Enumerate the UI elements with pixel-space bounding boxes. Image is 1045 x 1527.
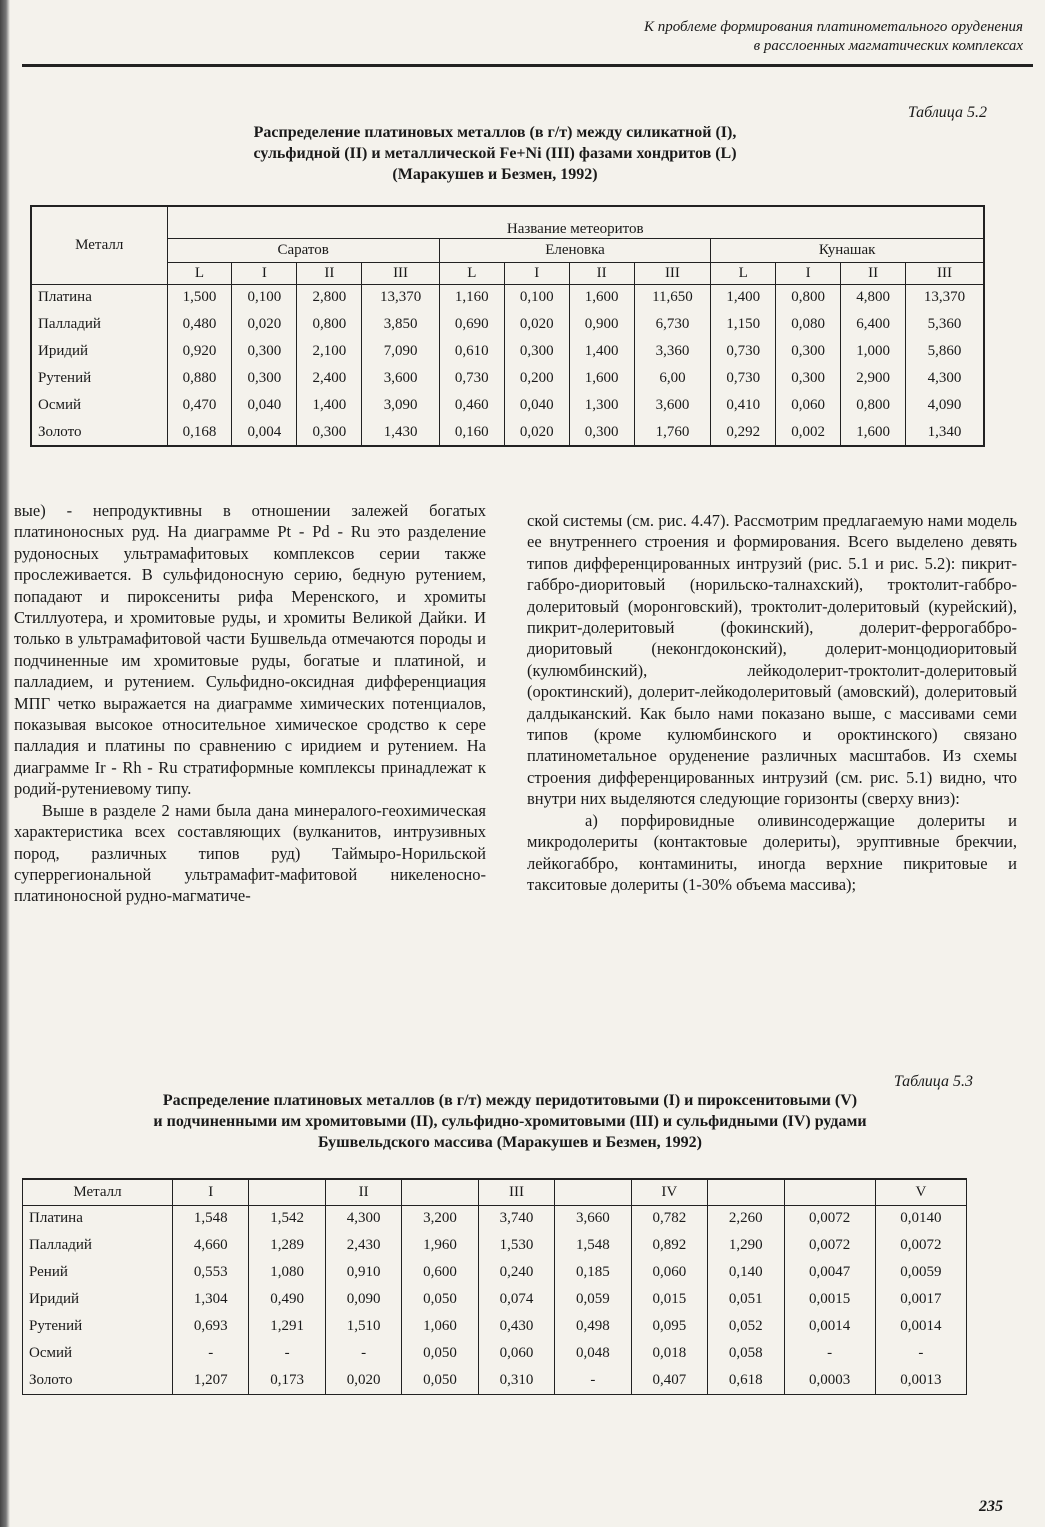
table2-column-header bbox=[708, 1179, 784, 1205]
table2-value-cell: - bbox=[173, 1340, 249, 1367]
table1-phase-header: III bbox=[634, 262, 711, 284]
table1-phase-header: II bbox=[841, 262, 906, 284]
table1-value-cell: 6,400 bbox=[841, 311, 906, 338]
table2-value-cell: 0,0015 bbox=[784, 1286, 875, 1313]
table2-column-header: V bbox=[875, 1179, 966, 1205]
table2-value-cell: 1,060 bbox=[402, 1313, 478, 1340]
table2-column-header: II bbox=[325, 1179, 401, 1205]
table2-value-cell: 0,782 bbox=[631, 1205, 707, 1232]
table1-value-cell: 0,610 bbox=[439, 338, 504, 365]
table2-value-cell: 1,289 bbox=[249, 1232, 325, 1259]
table2-value-cell: 0,018 bbox=[631, 1340, 707, 1367]
table1-value-cell: 1,300 bbox=[569, 392, 634, 419]
table-row bbox=[23, 1259, 967, 1286]
table2-value-cell: 1,510 bbox=[325, 1313, 401, 1340]
table2-value-cell: 0,050 bbox=[402, 1340, 478, 1367]
table2-column-header bbox=[784, 1179, 875, 1205]
table2-value-cell: - bbox=[875, 1340, 966, 1367]
table1-value-cell: 2,900 bbox=[841, 365, 906, 392]
table1-phase-header: L bbox=[711, 262, 776, 284]
table1-value-cell: 0,880 bbox=[167, 365, 232, 392]
table2-value-cell: 4,300 bbox=[325, 1205, 401, 1232]
table1-value-cell: 5,360 bbox=[906, 311, 984, 338]
table2-value-cell: 0,892 bbox=[631, 1232, 707, 1259]
table1-phase-header: L bbox=[439, 262, 504, 284]
table-row bbox=[31, 284, 984, 311]
page-number: 235 bbox=[979, 1498, 1003, 1515]
table2-value-cell: 0,498 bbox=[555, 1313, 631, 1340]
table2-value-cell: 0,240 bbox=[478, 1259, 554, 1286]
table2-column-header bbox=[402, 1179, 478, 1205]
table2-column-header bbox=[249, 1179, 325, 1205]
table1-metal-cell: Иридий bbox=[31, 338, 167, 365]
table1-value-cell: 0,020 bbox=[504, 311, 569, 338]
table1-title-line-2: сульфидной (II) и металлической Fe+Ni (III) фазами хондритов (L) bbox=[253, 145, 737, 162]
table2-value-cell: 1,304 bbox=[173, 1286, 249, 1313]
table2-value-cell: 0,0072 bbox=[784, 1232, 875, 1259]
table2-metal-cell: Золото bbox=[23, 1367, 173, 1394]
table1-value-cell: 0,292 bbox=[711, 419, 776, 446]
table1-meteorite-header: Кунашак bbox=[711, 238, 984, 262]
table1-value-cell: 0,200 bbox=[504, 365, 569, 392]
table2-value-cell: 0,060 bbox=[631, 1259, 707, 1286]
table1-metal-cell: Золото bbox=[31, 419, 167, 446]
table2-value-cell: 0,0014 bbox=[875, 1313, 966, 1340]
table2-value-cell: 0,173 bbox=[249, 1367, 325, 1394]
table-row bbox=[31, 338, 984, 365]
table2-column-header: IV bbox=[631, 1179, 707, 1205]
table1-phase-header: I bbox=[504, 262, 569, 284]
table2 bbox=[22, 1178, 967, 1395]
table1-metal-cell: Осмий bbox=[31, 392, 167, 419]
table1 bbox=[30, 205, 985, 447]
table-row bbox=[31, 392, 984, 419]
table2-value-cell: - bbox=[784, 1340, 875, 1367]
table2-value-cell: 0,553 bbox=[173, 1259, 249, 1286]
table1-value-cell: 4,800 bbox=[841, 284, 906, 311]
table1-value-cell: 0,060 bbox=[776, 392, 841, 419]
table1-value-cell: 0,168 bbox=[167, 419, 232, 446]
table2-value-cell: 3,740 bbox=[478, 1205, 554, 1232]
table1-value-cell: 11,650 bbox=[634, 284, 711, 311]
table2-value-cell: 3,660 bbox=[555, 1205, 631, 1232]
table1-value-cell: 0,730 bbox=[439, 365, 504, 392]
table-row bbox=[31, 419, 984, 446]
table2-title-line-3: Бушвельдского массива (Маракушев и Безмен, 1992) bbox=[317, 1134, 702, 1151]
table2-value-cell: 2,260 bbox=[708, 1205, 784, 1232]
table1-value-cell: 0,300 bbox=[232, 338, 297, 365]
table2-value-cell: 0,059 bbox=[555, 1286, 631, 1313]
running-header bbox=[383, 18, 1023, 56]
table2-value-cell: 0,0014 bbox=[784, 1313, 875, 1340]
table2-metal-cell: Рутений bbox=[23, 1313, 173, 1340]
table1-phase-header: L bbox=[167, 262, 232, 284]
table2-value-cell: - bbox=[555, 1367, 631, 1394]
table2-value-cell: 1,207 bbox=[173, 1367, 249, 1394]
table1-value-cell: 0,300 bbox=[776, 338, 841, 365]
table2-value-cell: 0,050 bbox=[402, 1367, 478, 1394]
header-rule bbox=[22, 64, 1033, 67]
table2-column-header: III bbox=[478, 1179, 554, 1205]
table1-phase-header: II bbox=[297, 262, 362, 284]
table2-corner-header: Металл bbox=[23, 1179, 173, 1205]
table1-meteorite-header: Еленовка bbox=[439, 238, 710, 262]
table2-value-cell: 1,530 bbox=[478, 1232, 554, 1259]
table1-value-cell: 1,600 bbox=[569, 365, 634, 392]
table1-value-cell: 7,090 bbox=[362, 338, 440, 365]
table2-value-cell: 0,050 bbox=[402, 1286, 478, 1313]
table2-value-cell: 0,0013 bbox=[875, 1367, 966, 1394]
table2-value-cell: 0,600 bbox=[402, 1259, 478, 1286]
table1-value-cell: 0,460 bbox=[439, 392, 504, 419]
table2-value-cell: 0,0017 bbox=[875, 1286, 966, 1313]
table2-column-header bbox=[555, 1179, 631, 1205]
table1-value-cell: 0,040 bbox=[232, 392, 297, 419]
table1-title-line-1: Распределение платиновых металлов (в г/т) между силикатной (I), bbox=[253, 124, 737, 141]
table1-value-cell: 13,370 bbox=[362, 284, 440, 311]
table1-value-cell: 0,160 bbox=[439, 419, 504, 446]
running-header-line-1: К проблеме формирования платинометального оруденения bbox=[644, 19, 1023, 35]
table1-value-cell: 0,900 bbox=[569, 311, 634, 338]
table2-value-cell: 1,548 bbox=[173, 1205, 249, 1232]
table2-value-cell: 0,0059 bbox=[875, 1259, 966, 1286]
table2-title bbox=[20, 1090, 1000, 1153]
table2-value-cell: 0,090 bbox=[325, 1286, 401, 1313]
table2-title-line-1: Распределение платиновых металлов (в г/т) между перидотитовыми (I) и пироксенитовыми (V) bbox=[162, 1092, 858, 1109]
running-header-line-2: в расслоенных магматических комплексах bbox=[753, 38, 1023, 54]
table2-value-cell: 0,0072 bbox=[784, 1205, 875, 1232]
table1-value-cell: 1,340 bbox=[906, 419, 984, 446]
table1-phase-header: I bbox=[232, 262, 297, 284]
table1-value-cell: 2,400 bbox=[297, 365, 362, 392]
paragraph: вые) - непродуктивны в отношении залежей богатых платиноносных руд. На диаграмме Pt - Pd - Ru это разделение рудоносных ультрамафитовых комплексов серии также прослеживается. В сульфидоносную серию, бедную рутением, попадают и пироксениты рифа Меренского, и хромиты Стиллуотера, и хромитовые руды, и хромиты Великой Дайки. И только в ультрамафитовой части Бушвельда отмечаются породы и подчиненные им хромитовые руды, богатые и платиной, и палладием, и рутением. Сульфидно-оксидная дифференциация МПГ четко выражается на диаграмме химических потенциалов, показывая высокое относительное химическое сродство к сере палладия и платины по сравнению с иридием и рутением. На диаграмме Ir - Rh - Ru стратиформные комплексы принадлежат к родий-рутениевому типу. bbox=[14, 501, 486, 799]
table-row bbox=[23, 1340, 967, 1367]
table-row bbox=[23, 1286, 967, 1313]
table2-value-cell: 1,290 bbox=[708, 1232, 784, 1259]
table1-value-cell: 0,300 bbox=[232, 365, 297, 392]
table1-phase-header: III bbox=[362, 262, 440, 284]
table2-value-cell: 0,015 bbox=[631, 1286, 707, 1313]
table2-metal-cell: Иридий bbox=[23, 1286, 173, 1313]
table1-value-cell: 6,730 bbox=[634, 311, 711, 338]
table1-value-cell: 0,020 bbox=[232, 311, 297, 338]
table2-value-cell: 0,052 bbox=[708, 1313, 784, 1340]
page-binding-edge bbox=[0, 0, 10, 1527]
table1-value-cell: 0,100 bbox=[232, 284, 297, 311]
table2-value-cell: 1,960 bbox=[402, 1232, 478, 1259]
table2-value-cell: 1,291 bbox=[249, 1313, 325, 1340]
table1-value-cell: 0,800 bbox=[841, 392, 906, 419]
paragraph: а) порфировидные оливинсодержащие долериты и микродолериты (контактовые долериты), эруптивные брекчии, лейкогаббро, контаминиты, иногда верхние пикритовые и такситовые долериты (1-30% объема массива); bbox=[527, 810, 1017, 894]
table1-meteorite-header: Саратов bbox=[167, 238, 439, 262]
table2-column-header: I bbox=[173, 1179, 249, 1205]
table1-value-cell: 0,690 bbox=[439, 311, 504, 338]
table2-value-cell: 0,074 bbox=[478, 1286, 554, 1313]
table1-value-cell: 3,360 bbox=[634, 338, 711, 365]
table2-value-cell: 0,0047 bbox=[784, 1259, 875, 1286]
table2-value-cell: 0,060 bbox=[478, 1340, 554, 1367]
table1-corner-header: Металл bbox=[31, 206, 167, 284]
table1-value-cell: 3,600 bbox=[634, 392, 711, 419]
table2-value-cell: 3,200 bbox=[402, 1205, 478, 1232]
table-row bbox=[23, 1205, 967, 1232]
table1-value-cell: 0,410 bbox=[711, 392, 776, 419]
table1-value-cell: 0,730 bbox=[711, 338, 776, 365]
table2-value-cell: 0,310 bbox=[478, 1367, 554, 1394]
table1-phase-header: I bbox=[776, 262, 841, 284]
table1-value-cell: 0,002 bbox=[776, 419, 841, 446]
table2-value-cell: - bbox=[249, 1340, 325, 1367]
table2-value-cell: 0,058 bbox=[708, 1340, 784, 1367]
table1-value-cell: 4,090 bbox=[906, 392, 984, 419]
table1-caption: Таблица 5.2 bbox=[907, 104, 987, 121]
table2-value-cell: 0,0003 bbox=[784, 1367, 875, 1394]
table1-value-cell: 4,300 bbox=[906, 365, 984, 392]
table1-title bbox=[150, 122, 840, 185]
table1-group-header: Название метеоритов bbox=[167, 206, 984, 238]
table1-value-cell: 1,600 bbox=[841, 419, 906, 446]
table2-value-cell: 0,051 bbox=[708, 1286, 784, 1313]
table1-value-cell: 1,760 bbox=[634, 419, 711, 446]
table2-value-cell: 0,407 bbox=[631, 1367, 707, 1394]
table1-phase-header: III bbox=[906, 262, 984, 284]
table1-value-cell: 0,040 bbox=[504, 392, 569, 419]
table1-value-cell: 2,800 bbox=[297, 284, 362, 311]
table1-value-cell: 3,090 bbox=[362, 392, 440, 419]
table2-value-cell: 0,430 bbox=[478, 1313, 554, 1340]
table2-value-cell: 4,660 bbox=[173, 1232, 249, 1259]
table1-value-cell: 3,850 bbox=[362, 311, 440, 338]
table1-value-cell: 13,370 bbox=[906, 284, 984, 311]
table2-value-cell: 0,048 bbox=[555, 1340, 631, 1367]
table1-value-cell: 3,600 bbox=[362, 365, 440, 392]
table1-value-cell: 0,920 bbox=[167, 338, 232, 365]
table-row bbox=[23, 1367, 967, 1394]
paragraph: Выше в разделе 2 нами была дана минералого-геохимическая характеристика всех составляющих (вулканитов, интрузивных пород, различных типов руд) Таймыро-Норильской суперрегиональной ультрамафит-мафитовой никеленосно-платиноносной рудно-магматиче- bbox=[14, 800, 486, 906]
table2-value-cell: 1,542 bbox=[249, 1205, 325, 1232]
table1-value-cell: 0,480 bbox=[167, 311, 232, 338]
table1-value-cell: 0,100 bbox=[504, 284, 569, 311]
text-column-right bbox=[527, 510, 1017, 895]
table1-value-cell: 0,300 bbox=[504, 338, 569, 365]
table-row bbox=[31, 311, 984, 338]
table1-value-cell: 0,080 bbox=[776, 311, 841, 338]
table-row bbox=[31, 365, 984, 392]
table2-value-cell: 0,185 bbox=[555, 1259, 631, 1286]
table2-value-cell: 2,430 bbox=[325, 1232, 401, 1259]
table1-value-cell: 0,300 bbox=[297, 419, 362, 446]
table1-metal-cell: Палладий bbox=[31, 311, 167, 338]
table2-value-cell: 0,490 bbox=[249, 1286, 325, 1313]
table-row bbox=[23, 1232, 967, 1259]
table1-value-cell: 0,004 bbox=[232, 419, 297, 446]
text-column-left bbox=[14, 500, 486, 907]
table1-value-cell: 0,800 bbox=[776, 284, 841, 311]
table1-value-cell: 0,730 bbox=[711, 365, 776, 392]
table1-value-cell: 1,500 bbox=[167, 284, 232, 311]
table1-value-cell: 5,860 bbox=[906, 338, 984, 365]
paragraph: ской системы (см. рис. 4.47). Рассмотрим предлагаемую нами модель ее внутреннего строения и формирования. Всего выделено девять типов дифференцированных интрузий (рис. 5.1 и рис. 5.2): пикрит-габбро-диоритовый (норильско-талнахский), троктолит-габбро-долеритовый (моронговский), троктолит-долеритовый (курейский), пикрит-долеритовый (фокинский), долерит-феррогаббро-диоритовый (неконгдоконский), долерит-монцодиоритовый (кулюмбинский), лейкодолерит-троктолит-долеритовый (ороктинский), долерит-лейкодолеритовый (амовский), долеритовый далдыканский. Как было нами показано выше, с массивами семи типов (кроме кулюмбинского и ороктинского) связано платинометальное оруденение различных масштабов. Из схемы строения дифференцированных интрузий (см. рис. 5.1) видно, что внутри них выделяются следующие горизонты (сверху вниз): bbox=[527, 511, 1017, 809]
table2-value-cell: 0,0072 bbox=[875, 1232, 966, 1259]
table1-value-cell: 2,100 bbox=[297, 338, 362, 365]
table2-value-cell: 0,618 bbox=[708, 1367, 784, 1394]
table1-value-cell: 1,150 bbox=[711, 311, 776, 338]
table1-value-cell: 6,00 bbox=[634, 365, 711, 392]
table1-value-cell: 1,000 bbox=[841, 338, 906, 365]
table1-title-line-3: (Маракушев и Безмен, 1992) bbox=[392, 166, 598, 183]
table2-value-cell: 1,548 bbox=[555, 1232, 631, 1259]
table1-phase-header: II bbox=[569, 262, 634, 284]
table1-value-cell: 0,020 bbox=[504, 419, 569, 446]
table2-metal-cell: Рений bbox=[23, 1259, 173, 1286]
table2-metal-cell: Платина bbox=[23, 1205, 173, 1232]
table1-value-cell: 1,430 bbox=[362, 419, 440, 446]
table2-value-cell: - bbox=[325, 1340, 401, 1367]
table2-metal-cell: Палладий bbox=[23, 1232, 173, 1259]
table1-value-cell: 1,600 bbox=[569, 284, 634, 311]
table1-value-cell: 1,400 bbox=[569, 338, 634, 365]
table2-caption: Таблица 5.3 bbox=[893, 1073, 973, 1090]
table1-value-cell: 1,400 bbox=[297, 392, 362, 419]
table1-value-cell: 0,300 bbox=[776, 365, 841, 392]
table2-value-cell: 0,140 bbox=[708, 1259, 784, 1286]
table-row bbox=[23, 1313, 967, 1340]
table2-value-cell: 0,0140 bbox=[875, 1205, 966, 1232]
table2-value-cell: 0,020 bbox=[325, 1367, 401, 1394]
table1-metal-cell: Рутений bbox=[31, 365, 167, 392]
table2-value-cell: 0,095 bbox=[631, 1313, 707, 1340]
table2-value-cell: 1,080 bbox=[249, 1259, 325, 1286]
table2-value-cell: 0,693 bbox=[173, 1313, 249, 1340]
table2-title-line-2: и подчиненными им хромитовыми (II), сульфидно-хромитовыми (III) и сульфидными (IV) рудами bbox=[153, 1113, 867, 1130]
table2-metal-cell: Осмий bbox=[23, 1340, 173, 1367]
table1-value-cell: 1,400 bbox=[711, 284, 776, 311]
table1-value-cell: 0,470 bbox=[167, 392, 232, 419]
table1-value-cell: 0,800 bbox=[297, 311, 362, 338]
table1-value-cell: 0,300 bbox=[569, 419, 634, 446]
table1-value-cell: 1,160 bbox=[439, 284, 504, 311]
table2-value-cell: 0,910 bbox=[325, 1259, 401, 1286]
table1-metal-cell: Платина bbox=[31, 284, 167, 311]
